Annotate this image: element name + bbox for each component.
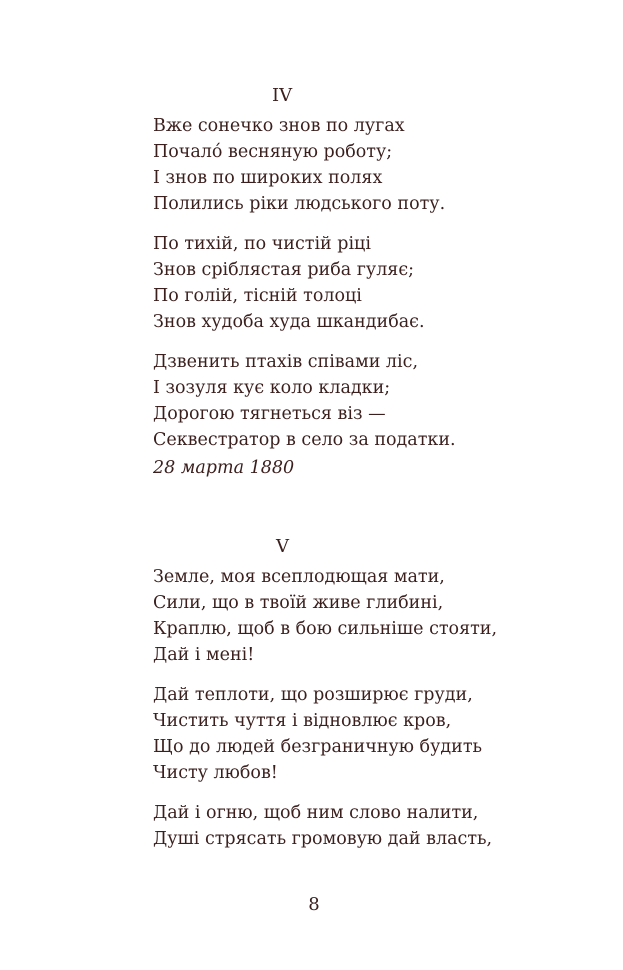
poem-line: Дай теплоти, що розширює груди, [153, 685, 473, 705]
poem-line: Що до людей безграничную будить [153, 737, 483, 757]
poem-line: Сили, що в твоїй живе глибині, [153, 593, 444, 613]
poem-line: Краплю, щоб в бою сильніше стояти, [153, 619, 498, 639]
poem-line: Знов худоба худа шкандибає. [153, 312, 425, 332]
poem-line: Дай і огню, щоб ним слово налити, [153, 803, 479, 823]
poem-line: Почало́ весняную роботу; [153, 142, 393, 162]
poem-line: Душі стрясать громовую дай власть, [153, 829, 493, 849]
poem-line: Чисту любов! [153, 763, 278, 783]
section-iv-heading: IV [272, 85, 293, 106]
page-number: 8 [308, 894, 320, 915]
poem-line: По тихій, по чистій ріці [153, 234, 371, 254]
poem-line: Вже сонечко знов по лугах [153, 116, 405, 136]
section-v-heading: V [276, 536, 289, 557]
poem-line: Дорогою тягнеться віз — [153, 404, 386, 424]
poem-line: Земле, моя всеплодющая мати, [153, 567, 445, 587]
poem-line: І знов по широких полях [153, 168, 383, 188]
poem-line: Дай і мені! [153, 645, 255, 665]
poem-line: Полились ріки людського поту. [153, 194, 446, 214]
poem-date: 28 марта 1880 [153, 458, 295, 478]
poem-line: Дзвенить птахів співами ліс, [153, 352, 419, 372]
poem-line: По голій, тісній толоці [153, 286, 362, 306]
poem-line: І зозуля кує коло кладки; [153, 378, 391, 398]
poem-line: Секвестратор в село за податки. [153, 430, 456, 450]
poem-line: Знов сріблястая риба гуляє; [153, 260, 415, 280]
poem-line: Чистить чуття і відновлює кров, [153, 711, 452, 731]
